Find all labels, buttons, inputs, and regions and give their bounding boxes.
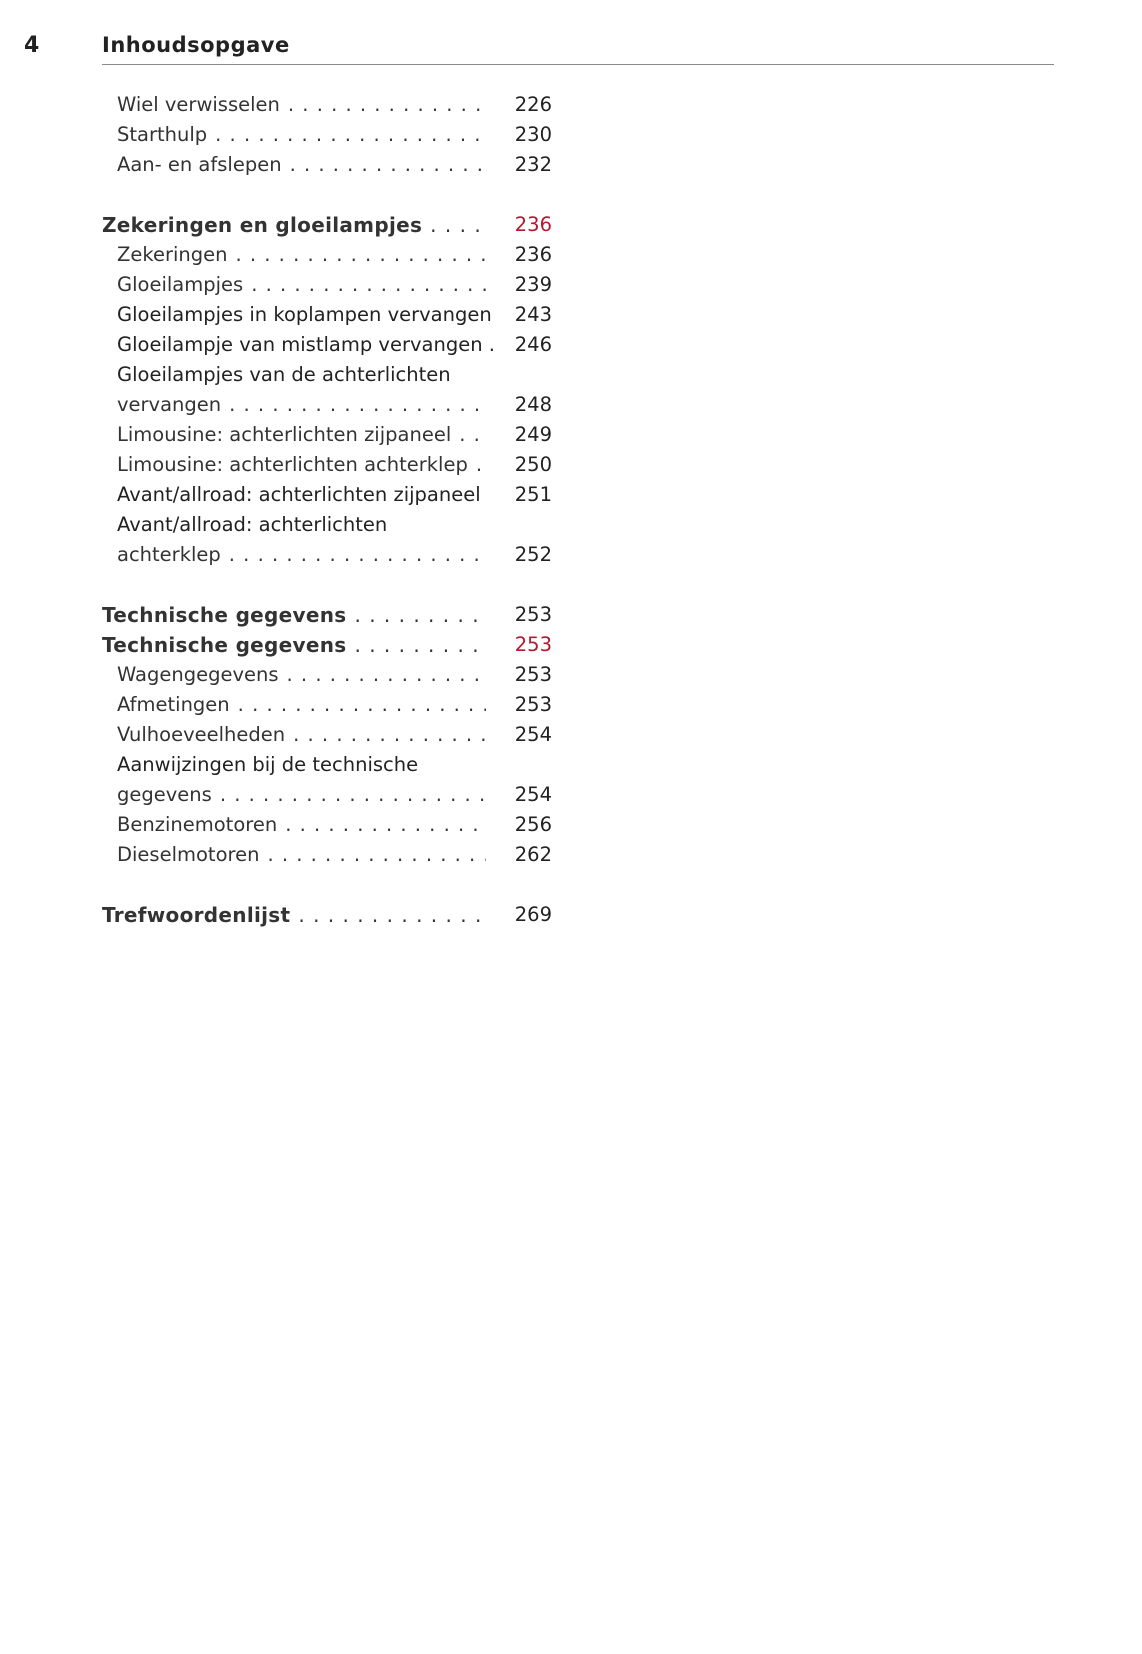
toc-entry-mistlamp[interactable] — [102, 330, 552, 360]
toc-part-technische-gegevens[interactable] — [102, 600, 552, 630]
toc-entry-avant-achterklep-line2[interactable] — [102, 540, 552, 570]
toc-entry-aanwijzingen-line2[interactable] — [102, 780, 552, 810]
toc-entry-achterlichten-line2[interactable] — [102, 390, 552, 420]
toc-entry-label: Vulhoeveelheden — [117, 720, 293, 750]
toc-entry-label: vervangen — [117, 390, 229, 420]
toc-entry-label: gegevens — [117, 780, 220, 810]
toc-entry-label: Gloeilampjes in koplampen vervangen — [117, 303, 492, 326]
header-divider — [102, 64, 1054, 65]
toc-entry-page: 236 — [514, 243, 552, 266]
toc-entry-limousine-achterklep[interactable] — [102, 450, 552, 480]
toc-entry-label: Benzinemotoren — [117, 810, 285, 840]
toc-entry-starthulp[interactable] — [102, 120, 552, 150]
toc-entry-page: 232 — [514, 153, 552, 176]
toc-entry-page: 262 — [514, 843, 552, 866]
table-of-contents — [102, 90, 552, 930]
toc-part-page: 253 — [514, 603, 552, 626]
toc-entry-label: achterklep — [117, 540, 229, 570]
toc-entry-koplampen[interactable] — [102, 300, 552, 330]
toc-entry-dieselmotoren[interactable] — [102, 840, 552, 870]
toc-chapter-page: 236 — [514, 213, 552, 236]
toc-entry-label: Afmetingen — [117, 690, 238, 720]
toc-chapter-page: 253 — [514, 633, 552, 656]
toc-entry-label: Starthulp — [117, 120, 215, 150]
toc-entry-label: Aanwijzingen bij de technische — [117, 753, 419, 776]
toc-entry-page: 253 — [514, 693, 552, 716]
toc-entry-aanwijzingen-line1[interactable] — [102, 750, 552, 780]
toc-chapter-zekeringen-en-gloeilampjes[interactable] — [102, 210, 552, 240]
toc-entry-page: 230 — [514, 123, 552, 146]
toc-entry-label: Limousine: achterlichten achterklep — [117, 450, 476, 480]
toc-entry-page: 254 — [514, 783, 552, 806]
toc-entry-page: 254 — [514, 723, 552, 746]
toc-part-page: 269 — [514, 903, 552, 926]
toc-entry-page: 239 — [514, 273, 552, 296]
toc-entry-label: Avant/allroad: achterlichten — [117, 513, 388, 536]
toc-entry-benzinemotoren[interactable] — [102, 810, 552, 840]
toc-entry-zekeringen[interactable] — [102, 240, 552, 270]
toc-entry-vulhoeveelheden[interactable] — [102, 720, 552, 750]
toc-entry-wiel-verwisselen[interactable] — [102, 90, 552, 120]
toc-entry-page: 248 — [514, 393, 552, 416]
page-title: Inhoudsopgave — [102, 33, 290, 57]
toc-entry-page: 226 — [514, 93, 552, 116]
toc-part-label: Trefwoordenlijst — [102, 900, 298, 930]
toc-entry-page: 256 — [514, 813, 552, 836]
toc-entry-page: 253 — [514, 663, 552, 686]
toc-entry-label: Gloeilampjes van de achterlichten — [117, 363, 451, 386]
toc-entry-gloeilampjes[interactable] — [102, 270, 552, 300]
toc-entry-label: Wiel verwisselen — [117, 90, 288, 120]
toc-entry-label: Wagengegevens — [117, 660, 287, 690]
toc-entry-label: Gloeilampjes — [117, 270, 251, 300]
toc-entry-limousine-zijpaneel[interactable] — [102, 420, 552, 450]
toc-entry-label: Limousine: achterlichten zijpaneel — [117, 420, 459, 450]
toc-entry-page: 250 — [514, 453, 552, 476]
toc-entry-label: Aan- en afslepen — [117, 150, 290, 180]
toc-entry-label: Zekeringen — [117, 240, 235, 270]
page-number: 4 — [24, 33, 40, 58]
toc-entry-page: 252 — [514, 543, 552, 566]
toc-chapter-technische-gegevens[interactable] — [102, 630, 552, 660]
toc-entry-afmetingen[interactable] — [102, 690, 552, 720]
toc-entry-avant-achterklep-line1[interactable] — [102, 510, 552, 540]
toc-entry-avant-zijpaneel[interactable] — [102, 480, 552, 510]
toc-entry-page: 243 — [514, 303, 552, 326]
toc-entry-label: Dieselmotoren — [117, 840, 267, 870]
toc-entry-page: 249 — [514, 423, 552, 446]
toc-part-trefwoordenlijst[interactable] — [102, 900, 552, 930]
toc-entry-achterlichten-line1[interactable] — [102, 360, 552, 390]
toc-chapter-label: Technische gegevens — [102, 630, 354, 660]
toc-entry-page: 246 — [514, 333, 552, 356]
toc-entry-label: Avant/allroad: achterlichten zijpaneel — [117, 483, 481, 506]
toc-chapter-label: Zekeringen en gloeilampjes — [102, 210, 430, 240]
toc-part-label: Technische gegevens — [102, 600, 354, 630]
toc-entry-label: Gloeilampje van mistlamp vervangen . — [117, 333, 495, 356]
toc-entry-aan-en-afslepen[interactable] — [102, 150, 552, 180]
toc-entry-wagengegevens[interactable] — [102, 660, 552, 690]
toc-entry-page: 251 — [514, 483, 552, 506]
